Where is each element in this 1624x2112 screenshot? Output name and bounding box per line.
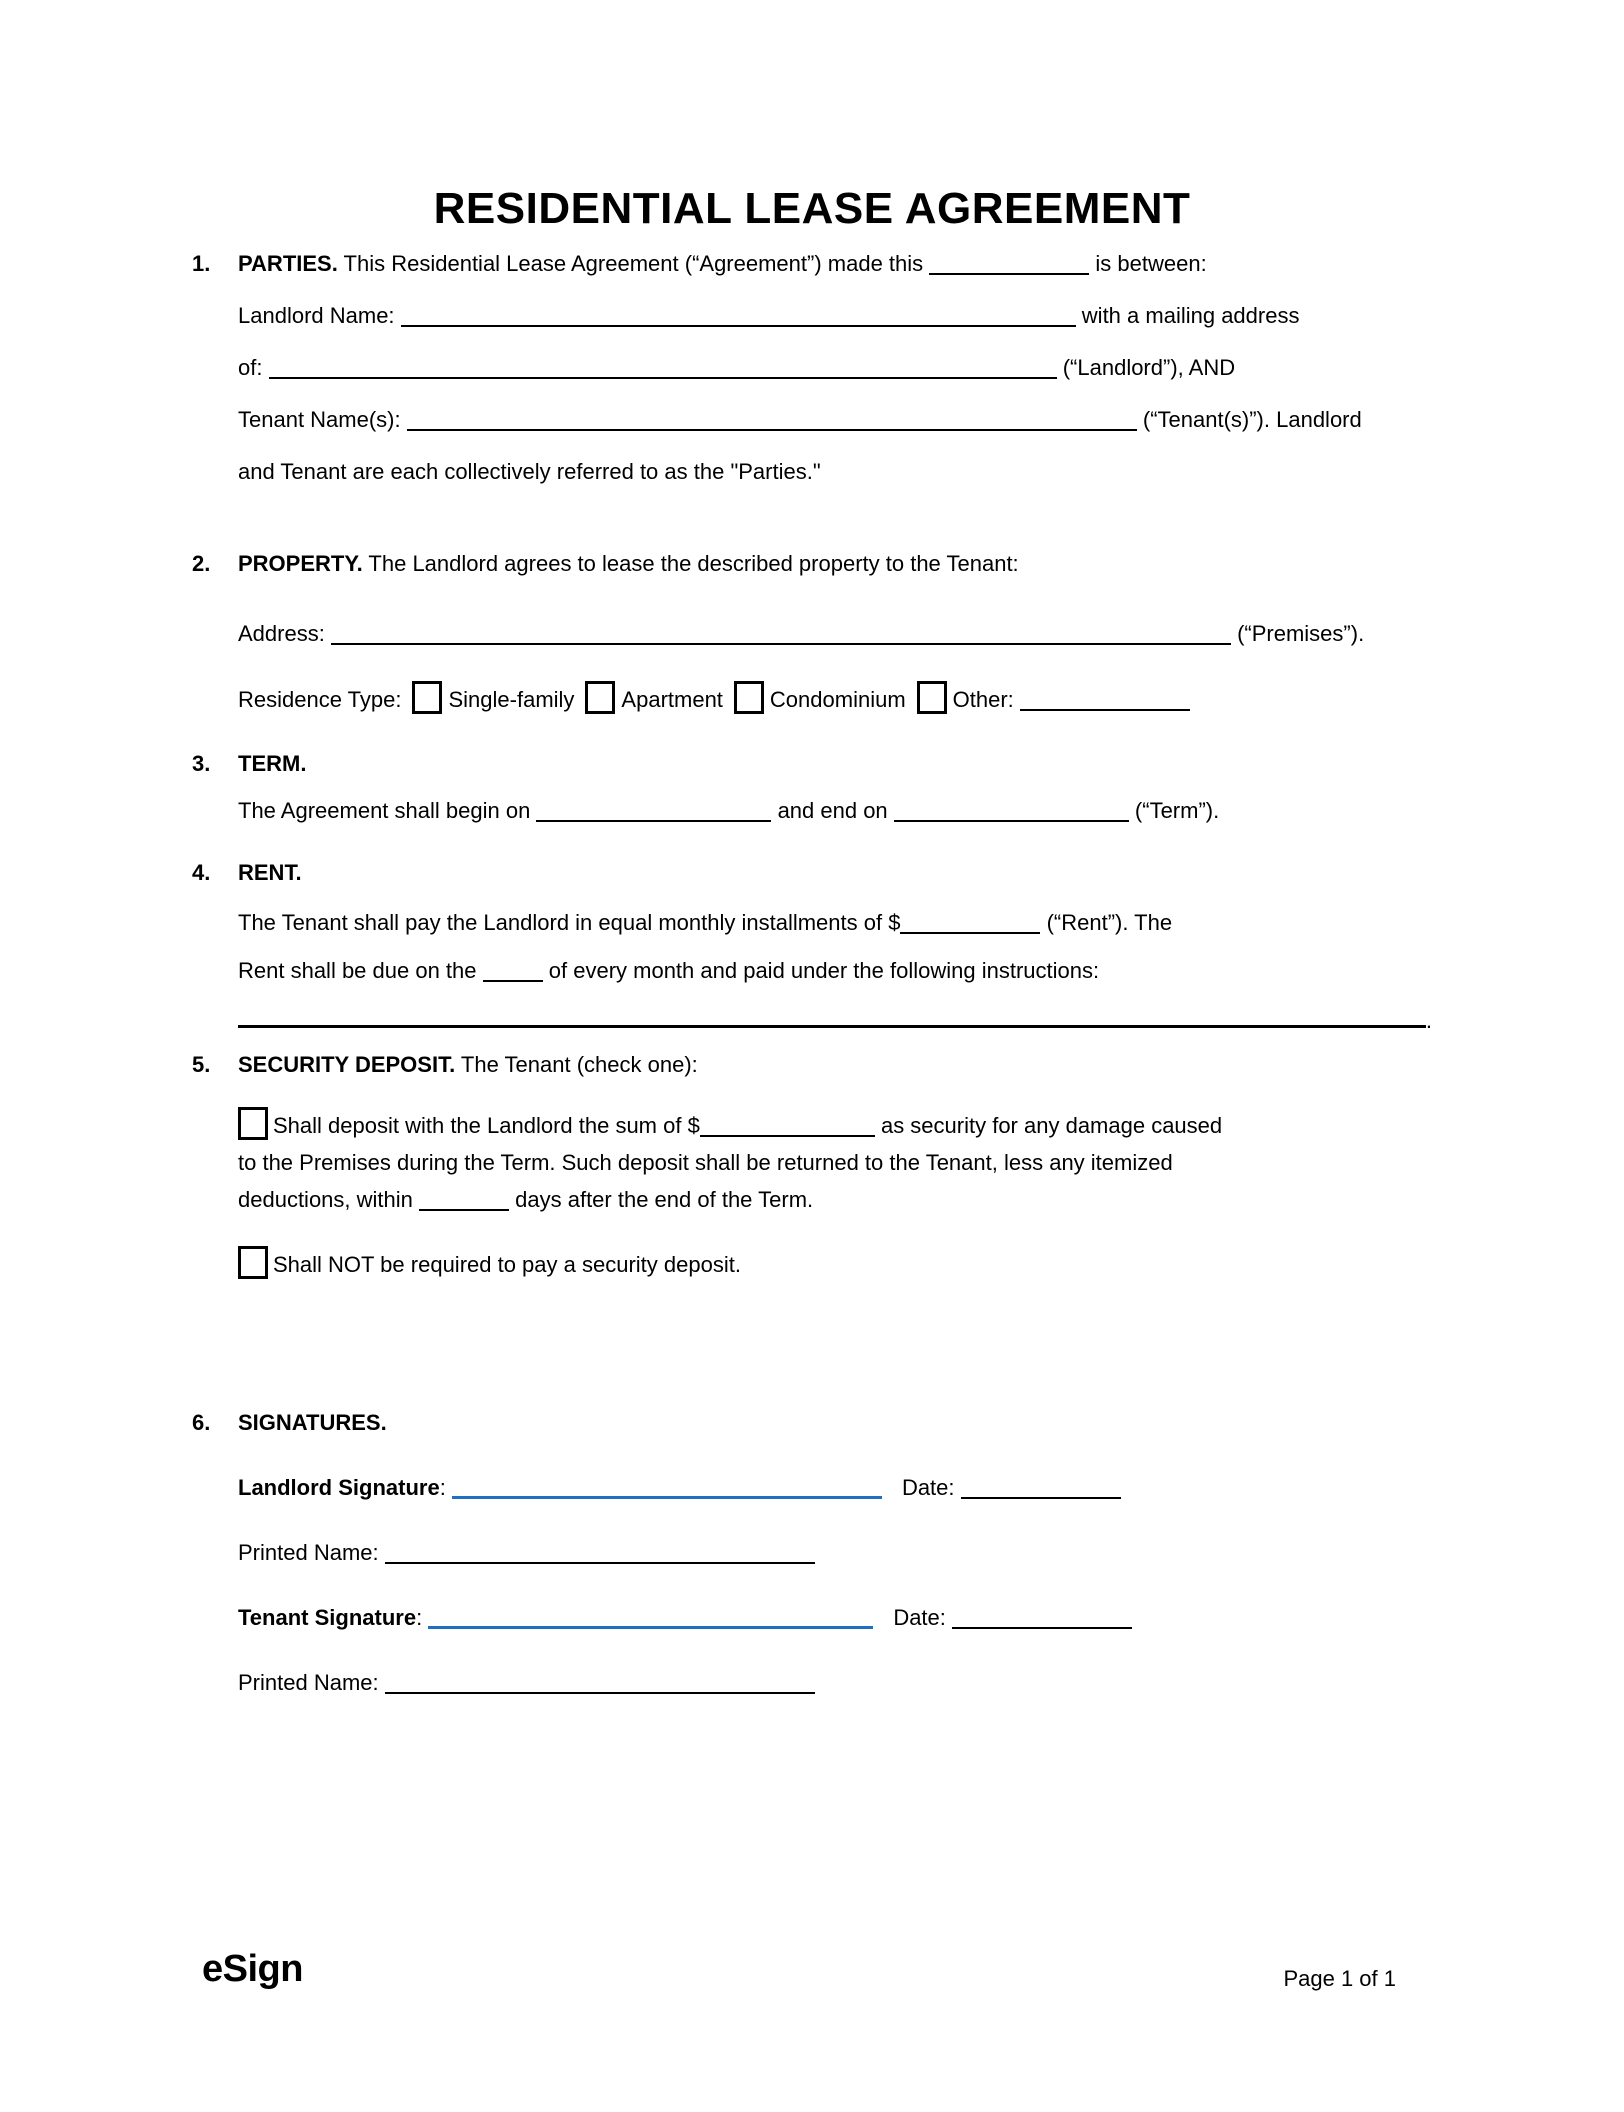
property-heading-line [238,544,1432,584]
section-number: 6. [192,1410,211,1435]
premises-defined-text: (“Premises”). [1237,621,1365,646]
deposit-return-days-blank[interactable] [419,1194,509,1211]
rent-heading: RENT. [238,860,302,885]
rent-due-day-blank[interactable] [483,965,543,982]
term-heading: TERM. [238,751,307,776]
single-family-checkbox[interactable] [412,681,442,714]
deductions-text: deductions, within [238,1187,413,1212]
deposit-option-1-line-2: to the Premises during the Term. Such deposit shall be returned to the Tenant, less any itemized [238,1150,1173,1175]
address-label: Address: [238,621,325,646]
landlord-name-label: Landlord Name: [238,303,395,328]
deposit-option-1-line-3 [238,1181,1432,1218]
deposit-option-2 [238,1245,1432,1285]
section-parties [192,238,1432,498]
tenant-signature-label: Tenant Signature [238,1605,417,1630]
date-label: Date: [901,1475,955,1500]
residence-type-label: Residence Type: [238,687,402,712]
printed-name-label: Printed Name: [238,1670,379,1695]
made-this-date-blank[interactable] [929,258,1089,275]
deposit-security-text: as security for any damage caused [880,1113,1223,1138]
apartment-checkbox[interactable] [585,681,615,714]
term-end-text: and end on [777,798,888,823]
rent-amount-text: The Tenant shall pay the Landlord in equal monthly installments of $ [238,910,901,935]
tenant-defined-text: (“Tenant(s)”). Landlord [1142,407,1362,432]
landlord-date-blank[interactable] [961,1482,1121,1499]
page-number-label: Page 1 of 1 [1283,1966,1396,1991]
signatures-heading: SIGNATURES. [238,1410,387,1435]
tenant-signature-row [238,1598,1432,1638]
date-label: Date: [893,1605,946,1630]
parties-intro-tail: is between: [1095,251,1207,276]
tenant-printed-name-row [238,1663,1432,1703]
property-heading-rest: The Landlord agrees to lease the described property to the Tenant: [368,551,1019,576]
other-label: Other: [952,687,1014,712]
section-number: 3. [192,751,211,776]
rent-instructions-text: of every month and paid under the following instructions: [548,958,1100,983]
section-security-deposit [192,1045,1432,1285]
security-heading-rest: The Tenant (check one): [460,1052,698,1077]
mailing-address-text: with a mailing address [1081,303,1300,328]
document-body [192,238,1432,1703]
property-heading: PROPERTY. [238,551,363,576]
security-heading: SECURITY DEPOSIT. [238,1052,456,1077]
rent-due-text: Rent shall be due on the [238,958,477,983]
section-number: 4. [192,860,211,885]
deposit-option-1 [238,1107,1432,1218]
payment-instructions-blank[interactable] [238,1010,1426,1028]
after-term-text: days after the end of the Term. [515,1187,814,1212]
rent-line-1 [238,899,1432,947]
tenant-date-blank[interactable] [952,1612,1132,1629]
landlord-name-blank[interactable] [401,310,1076,327]
condominium-checkbox[interactable] [734,681,764,714]
tenant-name-label: Tenant Name(s): [238,407,401,432]
parties-line-3 [238,342,1432,394]
parties-line-1 [238,238,1432,290]
rent-amount-blank[interactable] [900,917,1040,934]
landlord-signature-row [238,1468,1432,1508]
printed-name-label: Printed Name: [238,1540,379,1565]
landlord-defined-text: (“Landlord”), AND [1062,355,1236,380]
parties-line-5: and Tenant are each collectively referred to as the "Parties." [238,459,821,484]
tenant-name-blank[interactable] [407,414,1137,431]
residence-type-row [238,680,1432,720]
esign-logo: eSign [202,1948,303,1990]
property-address-row [238,614,1432,654]
parties-line-2 [238,290,1432,342]
mailing-address-blank[interactable] [269,362,1057,379]
tenant-printed-name-blank[interactable] [385,1677,815,1694]
deposit-amount-blank[interactable] [700,1120,875,1137]
address-blank[interactable] [331,628,1231,645]
no-deposit-label: Shall NOT be required to pay a security deposit. [273,1252,741,1277]
other-checkbox[interactable] [917,681,947,714]
landlord-signature-label: Landlord Signature [238,1475,440,1500]
no-deposit-checkbox[interactable] [238,1246,268,1279]
document-title: RESIDENTIAL LEASE AGREEMENT [433,184,1191,233]
deposit-option-1-line-1 [238,1107,1432,1144]
parties-line-4 [238,394,1432,446]
other-residence-blank[interactable] [1020,694,1190,711]
landlord-printed-name-row [238,1533,1432,1573]
landlord-signature-blank[interactable] [452,1481,882,1499]
term-begin-text: The Agreement shall begin on [238,798,531,823]
apartment-label: Apartment [621,687,723,712]
section-term [192,744,1432,831]
of-label: of: [238,355,263,380]
payment-instructions-row [238,1001,1432,1041]
section-property [192,544,1432,720]
landlord-printed-name-blank[interactable] [385,1547,815,1564]
section-number: 2. [192,551,211,576]
condominium-label: Condominium [769,687,906,712]
rent-line-2 [238,947,1432,995]
label-colon: : [416,1605,423,1630]
single-family-label: Single-family [448,687,575,712]
deposit-required-checkbox[interactable] [238,1107,268,1140]
term-end-date-blank[interactable] [894,805,1129,822]
section-number: 5. [192,1052,211,1077]
section-rent [192,853,1432,1041]
parties-heading: PARTIES. [238,251,338,276]
parties-intro-text: This Residential Lease Agreement (“Agreement”) made this [343,251,924,276]
label-colon: : [439,1475,446,1500]
deposit-sum-text: Shall deposit with the Landlord the sum of $ [273,1113,700,1138]
tenant-signature-blank[interactable] [428,1611,873,1629]
term-defined-text: (“Term”). [1134,798,1220,823]
section-signatures [192,1403,1432,1703]
security-heading-line [238,1045,1432,1085]
term-start-date-blank[interactable] [536,805,771,822]
term-dates-row [238,791,1432,831]
section-number: 1. [192,251,211,276]
instructions-period: . [1425,1008,1432,1033]
rent-defined-text: (“Rent”). The [1046,910,1173,935]
